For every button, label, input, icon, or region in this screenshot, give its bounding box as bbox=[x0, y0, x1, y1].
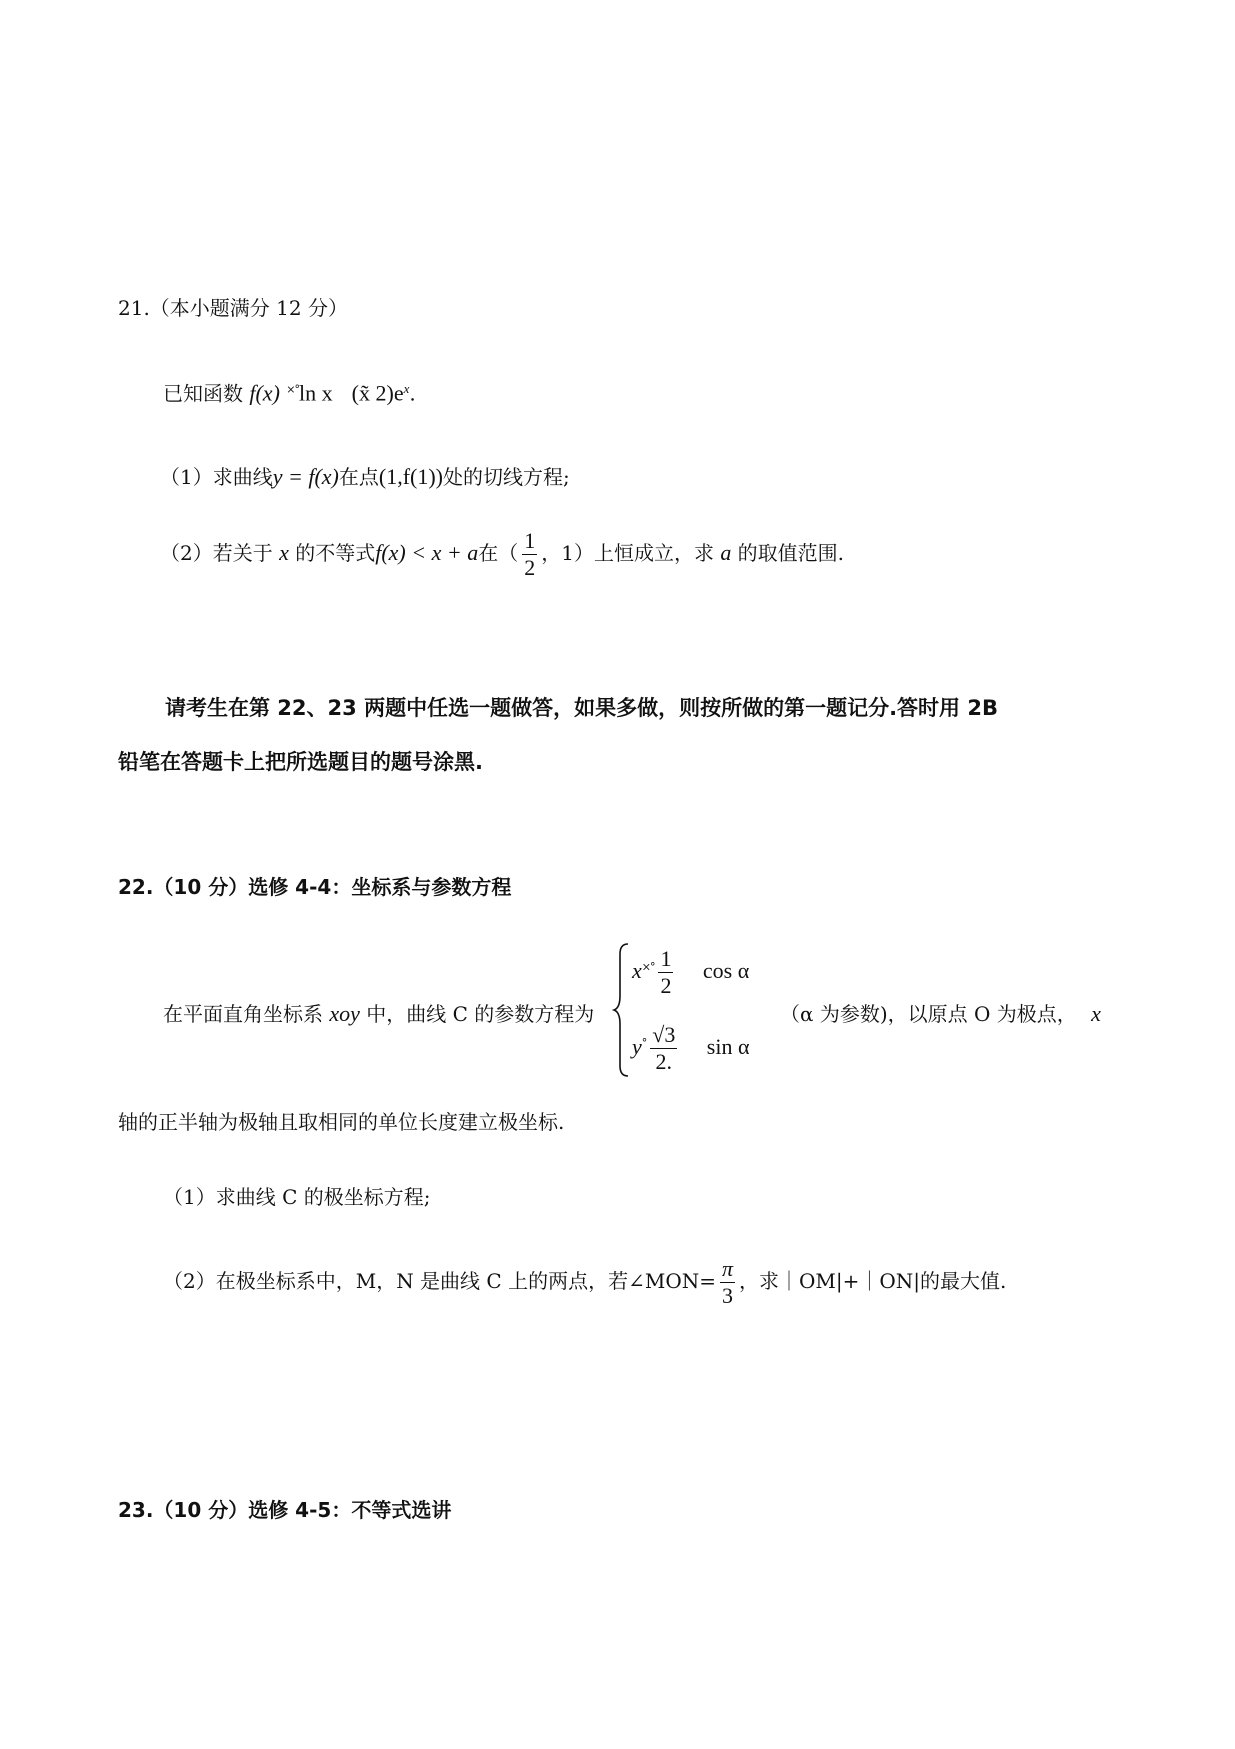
q21-intro-glitch: ×° bbox=[286, 383, 299, 396]
q21-p1-prefix: （1）求曲线 bbox=[160, 465, 273, 489]
q22-sys-y-den: 2. bbox=[650, 1048, 677, 1073]
q22-intro-tail bbox=[780, 1003, 1101, 1025]
q22-sys-x-fraction bbox=[658, 948, 673, 997]
q22-part1: （1）求曲线 C 的极坐标方程; bbox=[163, 1185, 431, 1209]
q21-p1-suffix: 处的切线方程; bbox=[443, 465, 570, 489]
q22-p2-num: π bbox=[721, 1256, 733, 1281]
q21-p2-x: x bbox=[279, 540, 289, 565]
q22-intro-x: x bbox=[1091, 1001, 1101, 1026]
q22-sys-y-fraction bbox=[650, 1024, 677, 1073]
notice-line2: 铅笔在答题卡上把所选题目的题号涂黑. bbox=[118, 750, 483, 774]
q23-header: 23.（10 分）选修 4-5：不等式选讲 bbox=[118, 1498, 452, 1522]
q22-intro-alpha: （α 为参数)，以原点 O 为极点， bbox=[780, 1002, 1077, 1026]
q22-intro-xoy: xoy bbox=[329, 1001, 360, 1026]
q21-p1-mid: 在点 bbox=[338, 465, 379, 489]
notice-line1: 请考生在第 22、23 两题中任选一题做答，如果多做，则按所做的第一题记分.答时用 2B bbox=[165, 696, 998, 720]
q22-p2-fraction bbox=[720, 1258, 735, 1307]
q22-intro-mid: 中，曲线 C 的参数方程为 bbox=[366, 1002, 595, 1026]
q21-p2-mid3: ，1）上恒成立，求 bbox=[541, 541, 714, 565]
q22-sys-x-num: 1 bbox=[660, 946, 672, 971]
q22-sys-y-func: sin α bbox=[706, 1034, 750, 1059]
q22-system-row1 bbox=[632, 948, 749, 997]
q22-p2-den: 3 bbox=[720, 1282, 735, 1307]
q21-intro-func: f(x) bbox=[249, 380, 280, 406]
q22-p2-suffix: ，求｜OM|+｜ON|的最大值. bbox=[739, 1269, 1007, 1293]
q21-p2-mid1: 的不等式 bbox=[295, 541, 376, 565]
q21-p1-point: (1,f(1)) bbox=[378, 464, 444, 489]
q21-intro-sup: x bbox=[403, 381, 410, 396]
q21-intro-end: . bbox=[409, 381, 416, 406]
q21-p2-prefix: （2）若关于 bbox=[160, 541, 273, 565]
q22-intro-line2: 轴的正半轴为极轴且取相同的单位长度建立极坐标. bbox=[118, 1110, 565, 1134]
q21-part1 bbox=[160, 466, 570, 488]
q22-system-brace bbox=[612, 940, 632, 1080]
q21-header: 21.（本小题满分 12 分） bbox=[118, 296, 348, 320]
q21-p2-math: f(x) < x + a bbox=[375, 540, 479, 565]
q21-intro-prefix: 已知函数 bbox=[163, 381, 243, 406]
q21-p2-suffix: 的取值范围. bbox=[737, 541, 845, 565]
q21-p2-num: 1 bbox=[524, 528, 536, 553]
q22-p2-prefix: （2）在极坐标系中，M，N 是曲线 C 上的两点，若∠MON= bbox=[163, 1269, 716, 1293]
q22-header: 22.（10 分）选修 4-4：坐标系与参数方程 bbox=[118, 875, 512, 899]
q21-p2-a: a bbox=[720, 540, 732, 565]
q22-sys-y-glitch: ° bbox=[641, 1036, 647, 1050]
q21-p1-math: y = f(x) bbox=[272, 464, 339, 489]
q21-intro bbox=[163, 382, 416, 405]
q22-sys-x: x bbox=[632, 958, 642, 983]
q21-p2-fraction bbox=[522, 530, 537, 579]
q22-intro-prefix: 在平面直角坐标系 bbox=[163, 1002, 323, 1026]
q21-intro-rest1: ln x bbox=[298, 380, 333, 406]
q22-sys-x-func: cos α bbox=[702, 958, 750, 983]
q22-part2 bbox=[163, 1258, 1006, 1307]
q21-part2 bbox=[160, 530, 844, 579]
q21-intro-rest2: (x̃ 2)e bbox=[351, 380, 404, 406]
q22-intro bbox=[163, 1003, 594, 1025]
q21-p2-mid2: 在（ bbox=[478, 541, 519, 565]
q21-p2-den: 2 bbox=[524, 555, 536, 580]
q22-sys-x-den: 2 bbox=[660, 973, 672, 998]
q22-sys-x-glitch: ×° bbox=[641, 960, 655, 974]
q22-system-row2 bbox=[632, 1024, 749, 1073]
q22-sys-y-num: √3 bbox=[652, 1022, 676, 1047]
q22-sys-y: y bbox=[632, 1034, 642, 1059]
